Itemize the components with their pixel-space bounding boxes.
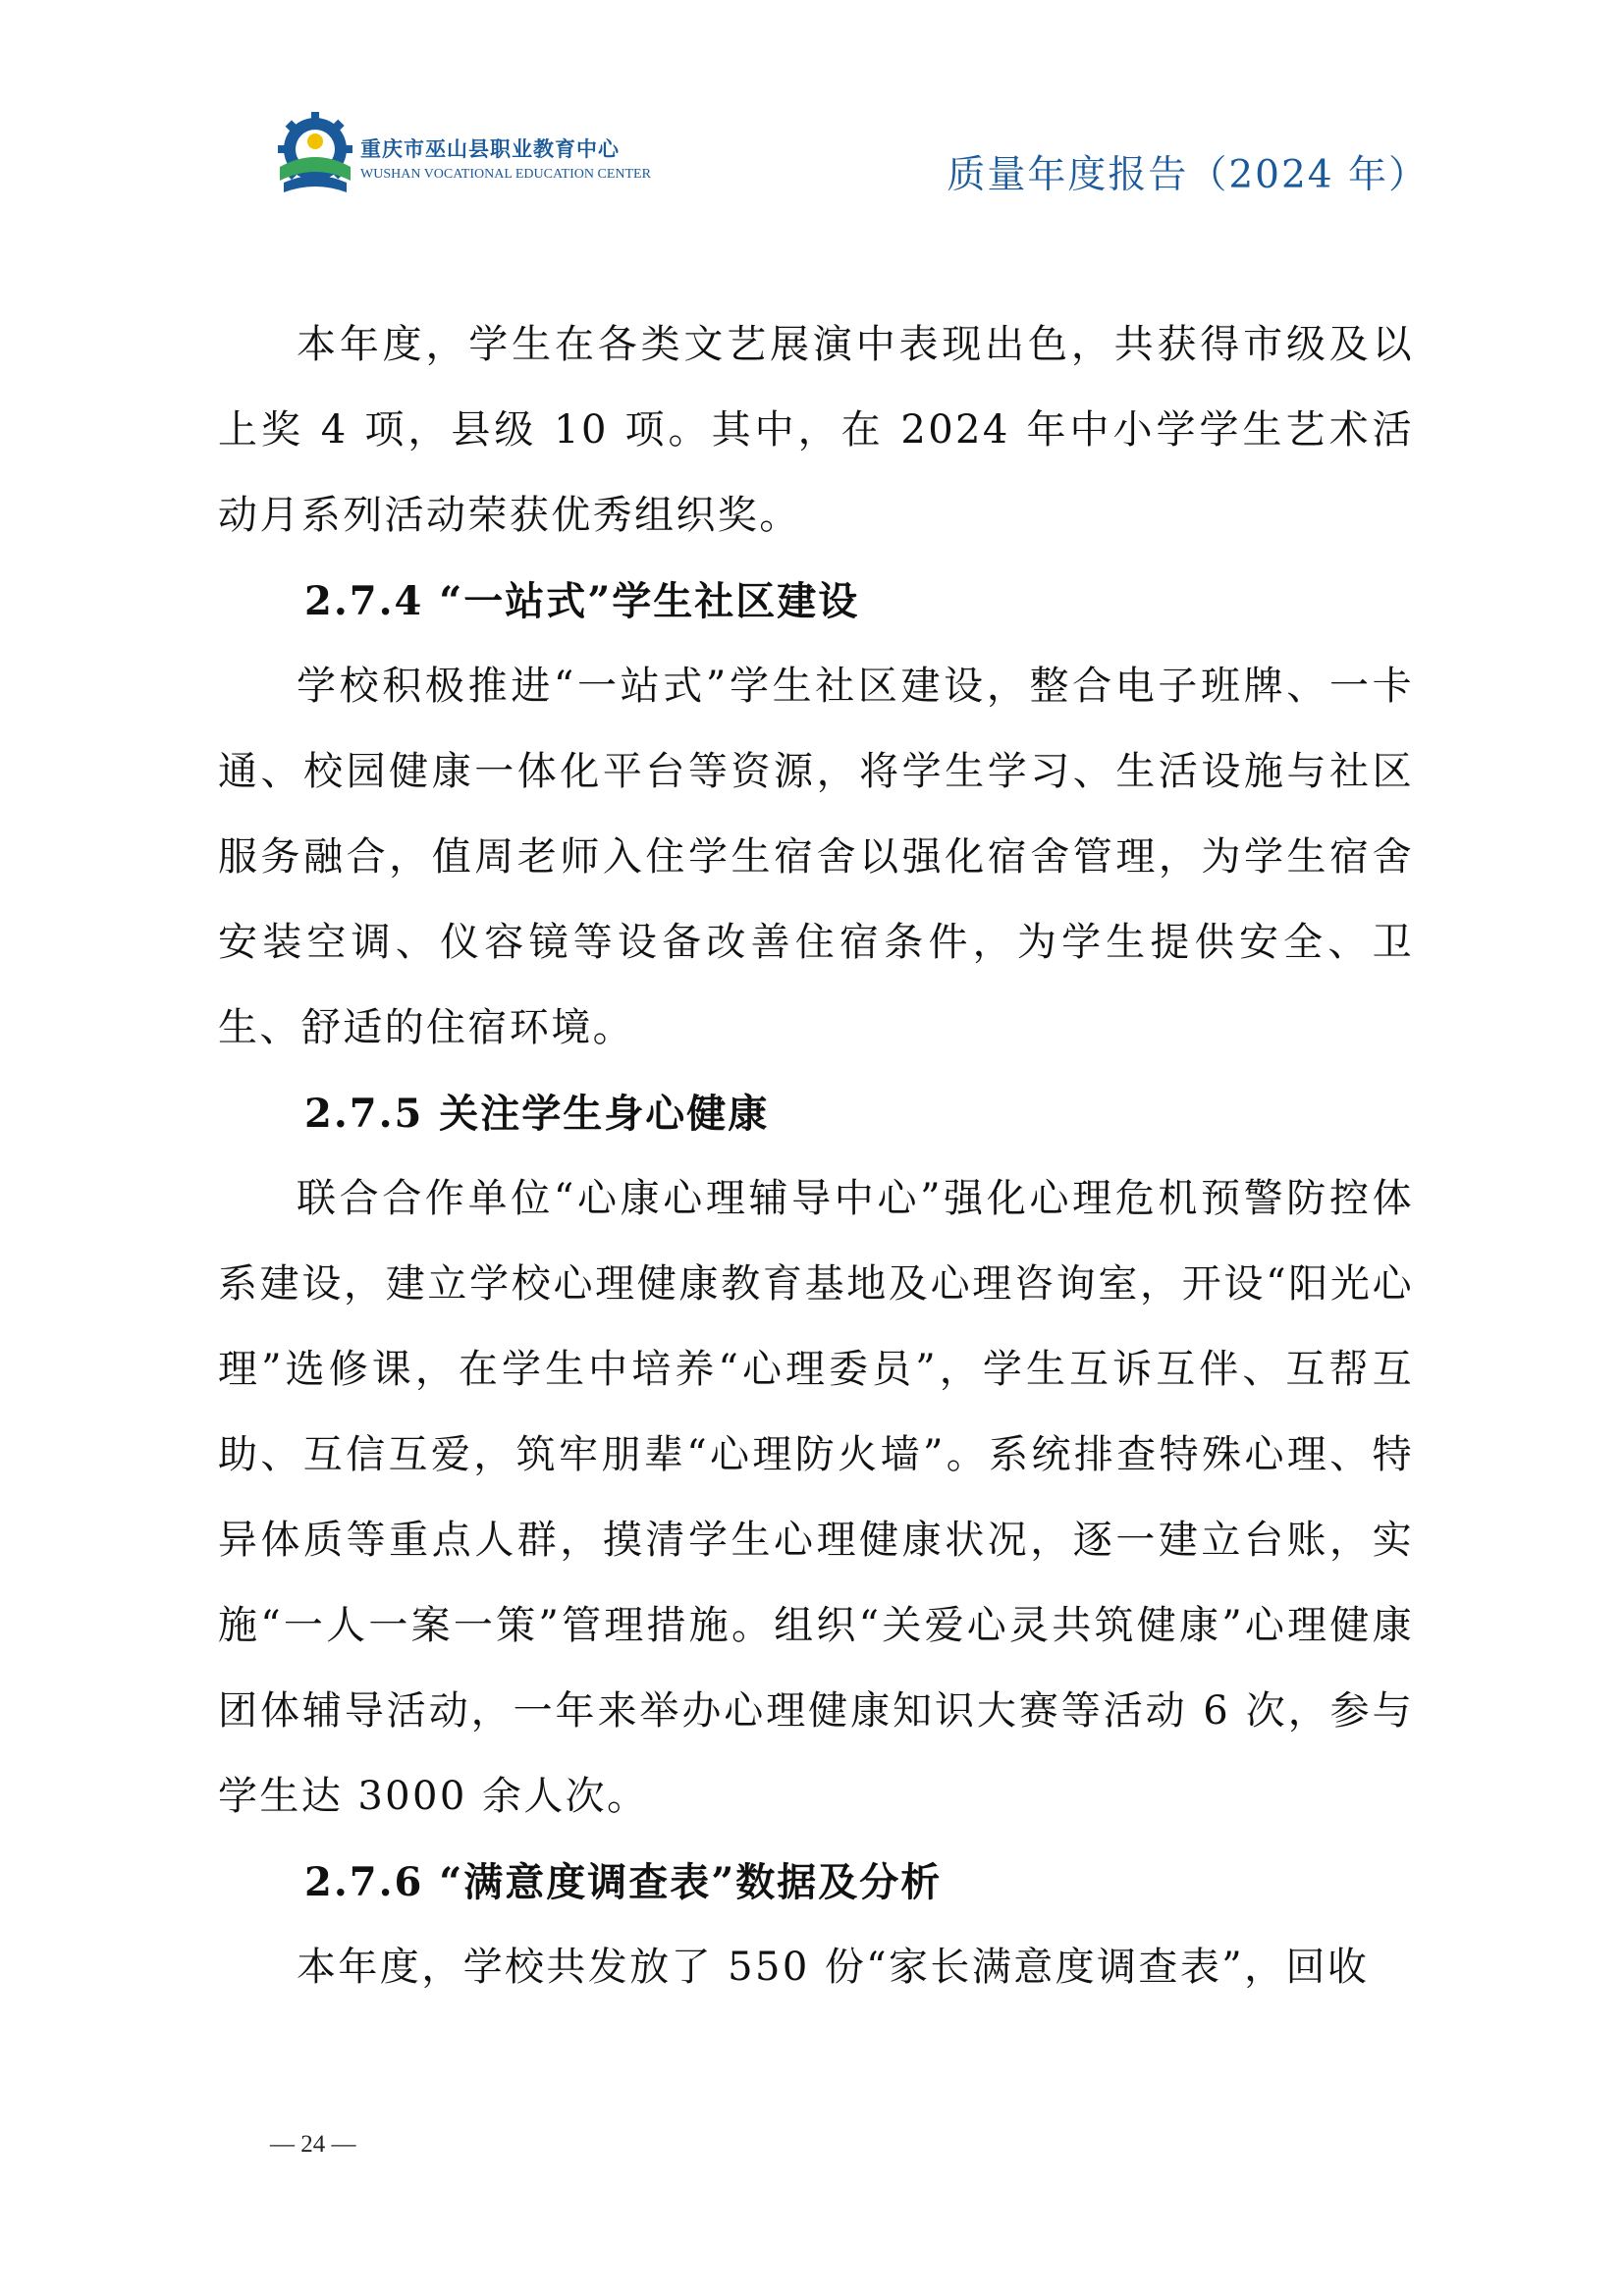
page-header xyxy=(270,110,1429,200)
document-body xyxy=(218,302,1414,2010)
logo-english-name: WUSHAN VOCATIONAL EDUCATION CENTER xyxy=(360,167,651,182)
paragraph-satisfaction-survey: 本年度，学校共发放了 550 份“家长满意度调查表”，回收 xyxy=(297,1945,1370,1990)
paragraph-student-community: 学校积极推进“一站式”学生社区建设，整合电子班牌、一卡通、校园健康一体化平台等资源，将学生学习、生活设施与社区服务融合，值周老师入住学生宿舍以强化宿舍管理，为学生宿舍安装空调、仪容镜等设备改善住宿条件，为学生提供安全、卫生、舒适的住宿环境。 xyxy=(218,664,1414,1050)
page-number: — 24 — xyxy=(270,2131,356,2158)
section-heading-2-7-4: 2.7.4 “一站式”学生社区建设 xyxy=(304,578,860,624)
school-logo xyxy=(270,110,673,200)
paragraph-art-awards: 本年度，学生在各类文艺展演中表现出色，共获得市级及以上奖 4 项，县级 10 项。其中，在 2024 年中小学学生艺术活动月系列活动荣获优秀组织奖。 xyxy=(218,322,1414,538)
report-title: 质量年度报告（2024 年） xyxy=(947,153,1429,197)
paragraph-mental-health: 联合合作单位“心康心理辅导中心”强化心理危机预警防控体系建设，建立学校心理健康教育基地及心理咨询室，开设“阳光心理”选修课，在学生中培养“心理委员”，学生互诉互伴、互帮互助、互信互爱，筑牢朋辈“心理防火墙”。系统排查特殊心理、特异体质等重点人群，摸清学生心理健康状况，逐一建立台账，实施“一人一案一策”管理措施。组织“关爱心灵共筑健康”心理健康团体辅导活动，一年来举办心理健康知识大赛等活动 6 次，参与学生达 3000 余人次。 xyxy=(218,1176,1414,1819)
logo-chinese-name: 重庆市巫山县职业教育中心 xyxy=(360,136,620,161)
school-emblem-icon xyxy=(270,110,360,200)
section-heading-2-7-6: 2.7.6 “满意度调查表”数据及分析 xyxy=(304,1859,943,1905)
section-heading-2-7-5: 2.7.5 关注学生身心健康 xyxy=(304,1091,770,1137)
